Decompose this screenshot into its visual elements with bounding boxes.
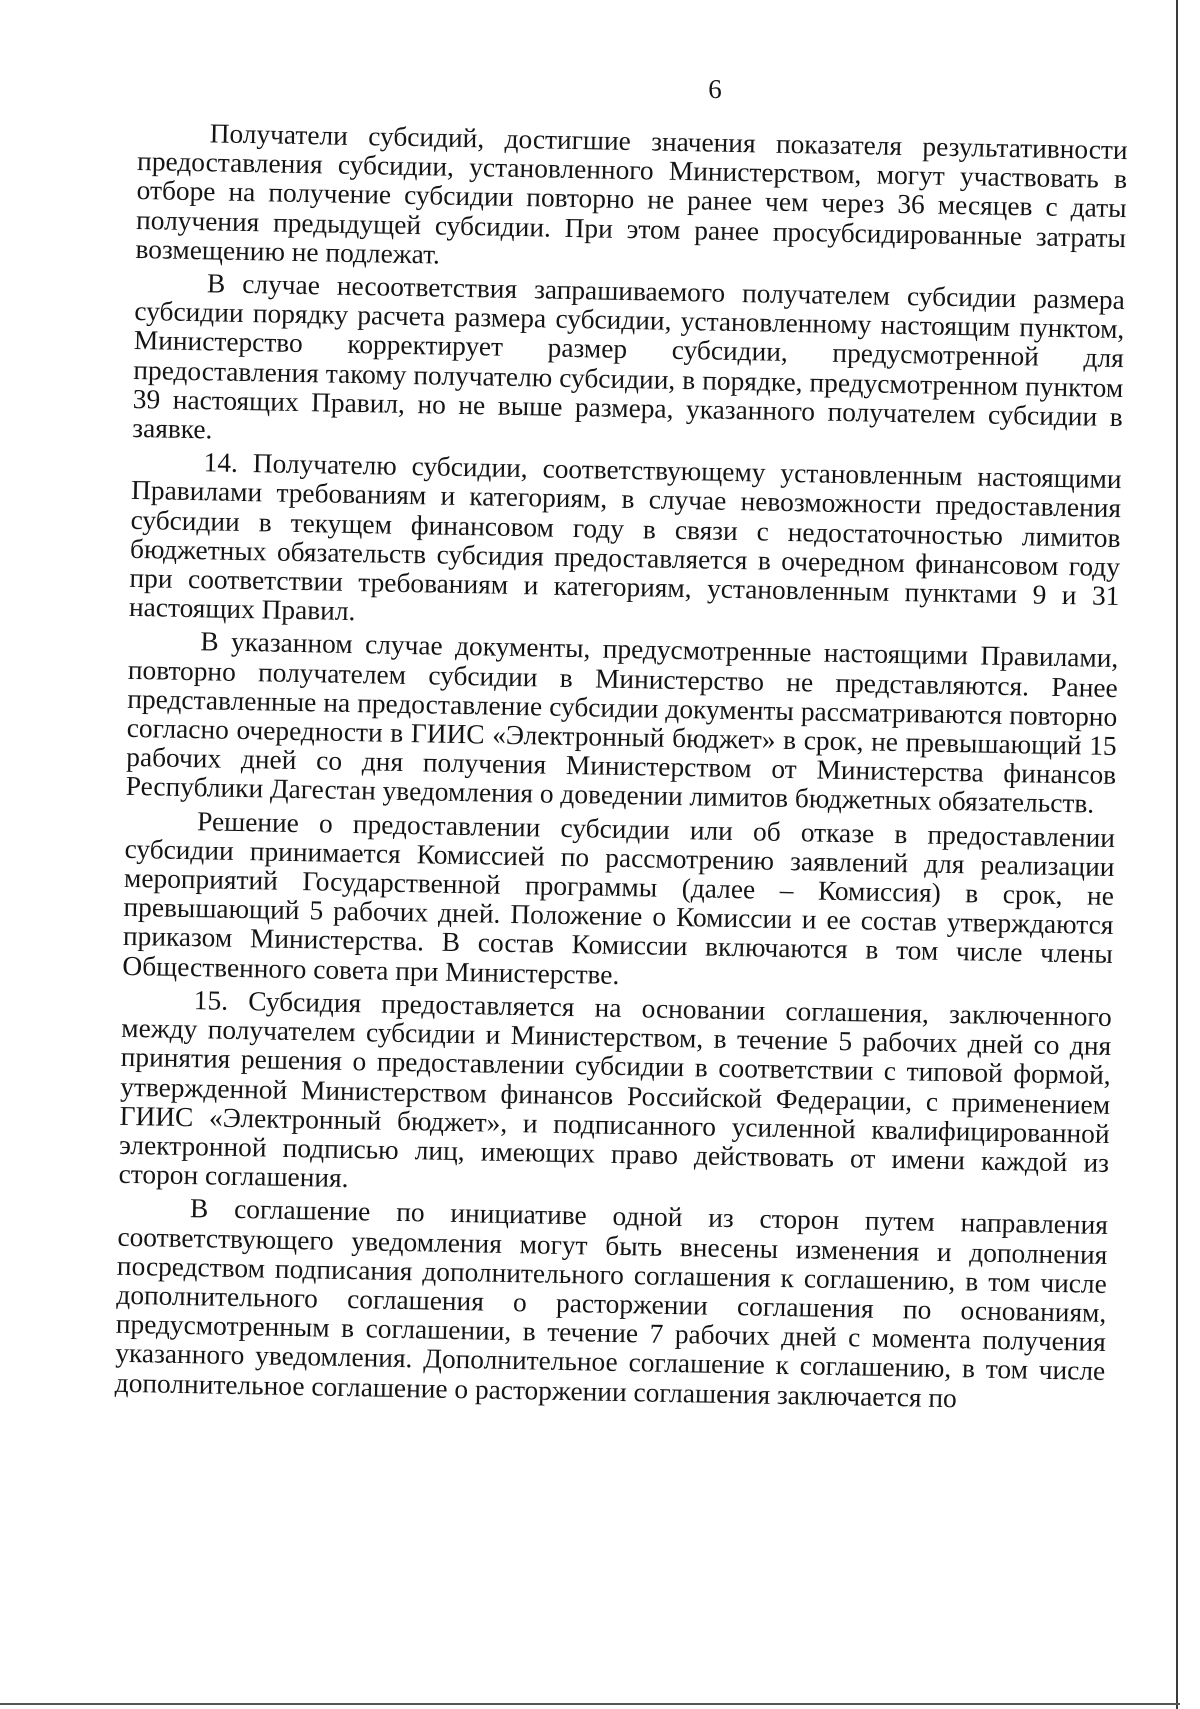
paragraph: Решение о предоставлении субсидии или об отказе в предоставлении субсидии принимается Комиссией по рассмотрению заявлений для реализации мероприятий Государственной программы (далее – Комиссия) в срок, не превышающий 5 рабочих дней. Положение о Комиссии и ее состав утверждаются приказом Министерства. В состав Комиссии включаются в том числе члены Общественного совета при Министерстве. xyxy=(122,805,1116,990)
scan-edge-line xyxy=(0,1703,1180,1705)
document-body xyxy=(114,118,1127,1420)
paragraph: 14. Получателю субсидии, соответствующему установленным настоящими Правилами требованиям и категориям, в случае невозможности предоставления субсидии в текущем финансовом году в связи с недостаточностью лимитов бюджетных обязательств субсидия предоставляется в очередном финансовом году при соответствии требованиям и категориям, установленным пунктами 9 и 31 настоящих Правил. xyxy=(128,447,1122,627)
paragraph: В случае несоответствия запрашиваемого получателем субсидии размера субсидии порядку расчета размера субсидии, установленному настоящим пунктом, Министерство корректирует размер субсидии, предусмотренной для предоставления такому получателю субсидии, в порядке, предусмотренном пунктом 39 настоящих Правил, но не выше размера, указанного получателем субсидии в заявке. xyxy=(132,268,1126,445)
paragraph: В соглашение по инициативе одной из сторон путем направления соответствующего уведомления могут быть внесены изменения и дополнения посредством подписания дополнительного соглашения к соглашению, в том числе дополнительного соглашения о расторжении соглашения по основаниям, предусмотренным в соглашении, в течение 7 рабочих дней с момента получения указанного уведомления. Дополнительное соглашение к соглашению, в том числе дополнительное соглашение о расторжении соглашения заключается по xyxy=(114,1193,1109,1413)
page-number: 6 xyxy=(708,74,722,104)
scan-edge-line xyxy=(1176,0,1178,1709)
paragraph: 15. Субсидия предоставляется на основании соглашения, заключенного между получателем субсидии и Министерством, в течение 5 рабочих дней со дня принятия решения о предоставлении субсидии в соответствии с типовой формой, утвержденной Министерством финансов Российской Федерации, с применением ГИИС «Электронный бюджет», и подписанного усиленной квалифицированной электронной подписью лиц, имеющих право действовать от имени каждой из сторон соглашения. xyxy=(118,985,1112,1194)
paragraph: В указанном случае документы, предусмотренные настоящими Правилами, повторно получателем субсидии в Министерство не представляются. Ранее представленные на предоставление субсидии документы рассматриваются повторно согласно очередности в ГИИС «Электронный бюджет» в срок, не превышающий 15 рабочих дней со дня получения Министерством от Министерства финансов Республики Дагестан уведомления о доведении лимитов бюджетных обязательств. xyxy=(125,626,1119,820)
paragraph: Получатели субсидий, достигшие значения показателя результативности предоставления субсидии, установленного Министерством, могут участвовать в отборе на получение субсидии повторно не ранее чем через 36 месяцев с даты получения предыдущей субсидии. При этом ранее просубсидированные затраты возмещению не подлежат. xyxy=(135,118,1128,270)
